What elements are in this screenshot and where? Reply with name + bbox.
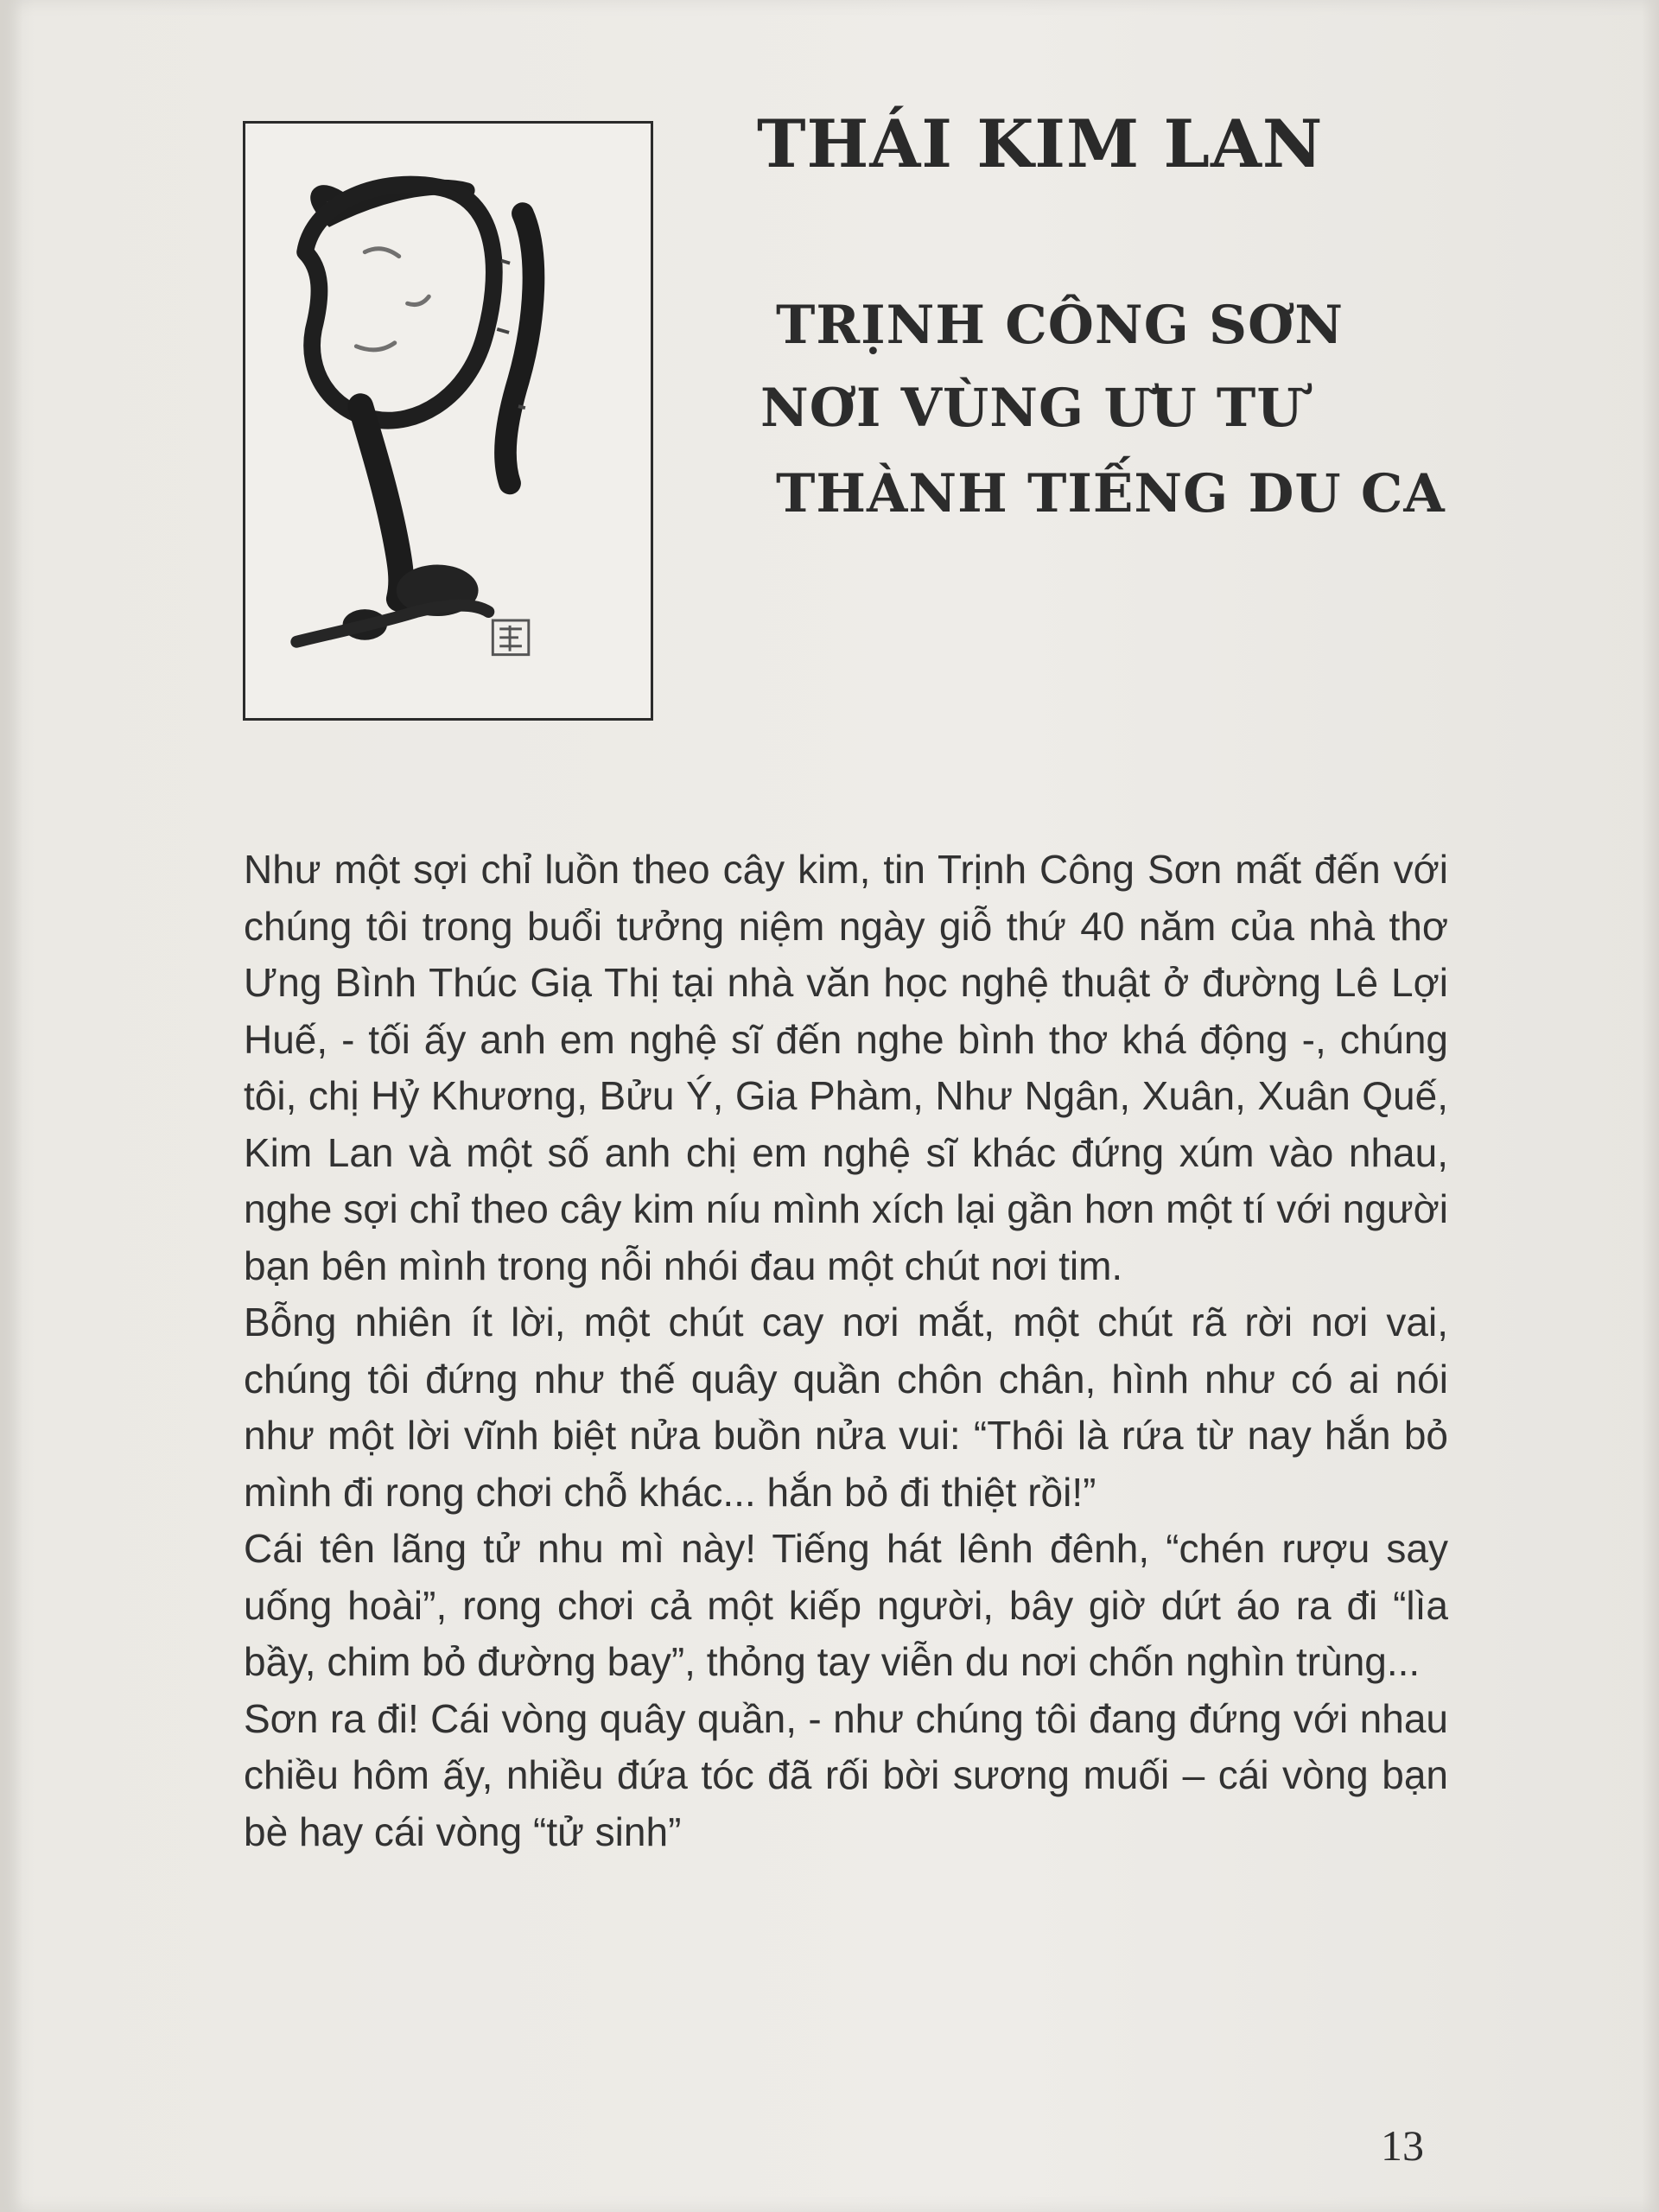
paragraph-4: Sơn ra đi! Cái vòng quây quần, - như chúng tôi đang đứng với nhau chiều hôm ấy, nhiều đứa tóc đã rối bời sương muối – cái vòng bạn bè hay cái vòng “tử sinh”	[244, 1695, 1448, 1854]
page-right-edge	[1642, 0, 1659, 2212]
chapter-title-line-2: NƠI VÙNG ƯU TƯ	[760, 378, 1304, 439]
calligraphy-brush-strokes	[245, 124, 651, 718]
page-number: 13	[1381, 2121, 1424, 2170]
paragraph-2: Bỗng nhiên ít lời, một chút cay nơi mắt, một chút rã rời nơi vai, chúng tôi đứng như thế quây quần chôn chân, hình như có ai nói như một lời vĩnh biệt nửa buồn nửa vui: “Thôi là rứa từ nay hắn bỏ mình đi rong chơi chỗ khác... hắn bỏ đi thiệt rồi!”	[244, 1300, 1448, 1515]
brush-stroke-descender	[360, 406, 401, 599]
paragraph-3: Cái tên lãng tử nhu mì này! Tiếng hát lênh đênh, “chén rượu say uống hoài”, rong chơi cả một kiếp người, bây giờ dứt áo ra đi “lìa bầy, chim bỏ đường bay”, thỏng tay viễn du nơi chốn nghìn trùng...	[244, 1526, 1448, 1684]
brush-stroke-vertical	[505, 213, 534, 483]
page-left-edge	[0, 0, 22, 2212]
paragraph-1: Như một sợi chỉ luồn theo cây kim, tin Trịnh Công Sơn mất đến với chúng tôi trong buổi tưởng niệm ngày giỗ thứ 40 năm của nhà thơ Ưng Bình Thúc Giạ Thị tại nhà văn học nghệ thuật ở đường Lê Lợi Huế, - tối ấy anh em nghệ sĩ đến nghe bình thơ khá động -, chúng tôi, chị Hỷ Khương, Bửu Ý, Gia Phàm, Như Ngân, Xuân, Xuân Quế, Kim Lan và một số anh chị em nghệ sĩ khác đứng xúm vào nhau, nghe sợi chỉ theo cây kim níu mình xích lại gần hơn một tí với người bạn bên mình trong nỗi nhói đau một chút nơi tim.	[244, 847, 1448, 1288]
seal-marks	[499, 626, 522, 652]
chapter-title-line-3: THÀNH TIẾNG DU CA	[776, 463, 1446, 524]
calligraphy-artwork	[243, 121, 653, 721]
brush-texture	[356, 249, 429, 350]
author-name: THÁI KIM LAN	[757, 105, 1324, 182]
brush-stroke-bottom	[296, 606, 488, 642]
body-text	[244, 842, 1448, 1860]
chapter-title-line-1: TRỊNH CÔNG SƠN	[776, 295, 1344, 356]
